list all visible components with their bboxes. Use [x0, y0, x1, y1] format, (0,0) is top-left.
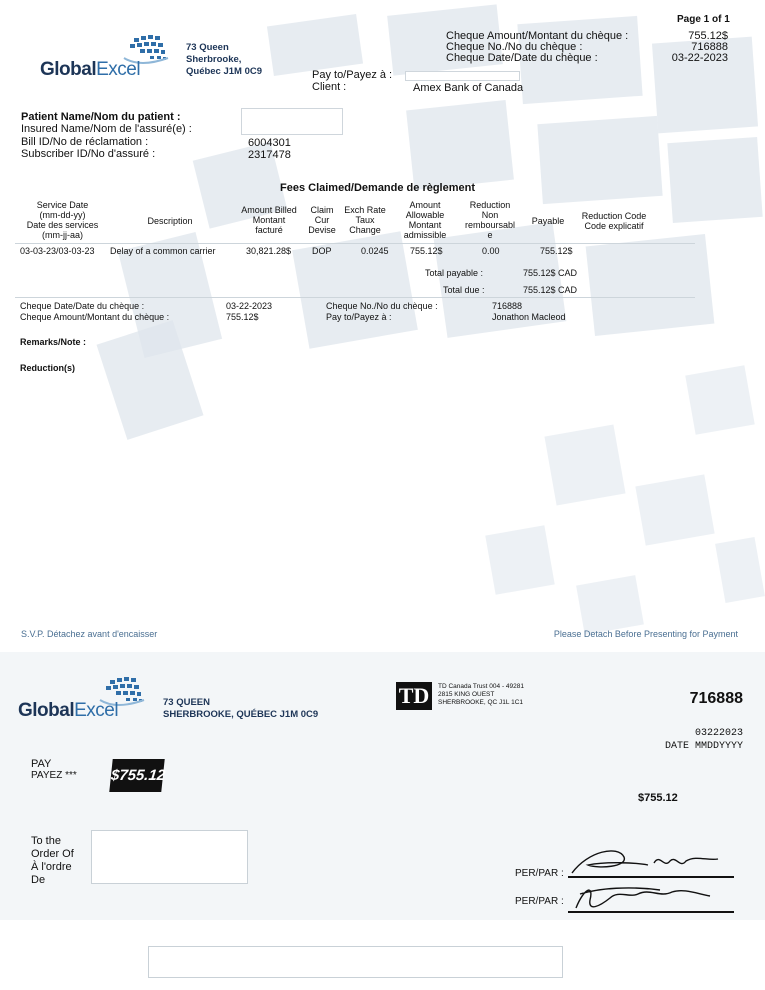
col-header-allowable: Amount Allowable Montant admissible — [403, 200, 447, 240]
per-par-label-1: PER/PAR : — [515, 868, 564, 879]
cheque-number: 716888 — [689, 690, 743, 707]
cheque-date-value: 03-22-2023 — [671, 52, 728, 64]
order-line: De — [31, 874, 46, 886]
row-description: Delay of a common carrier — [110, 246, 216, 256]
client-value: Amex Bank of Canada — [413, 82, 524, 94]
company-logo — [40, 32, 185, 82]
pay-to-redacted — [405, 71, 520, 81]
col-header-exch-rate: Exch Rate Taux Change — [344, 205, 386, 235]
col-header-reduction: Reduction Non remboursabl e — [464, 200, 516, 240]
signature-2 — [570, 878, 740, 914]
order-line: À l'ordre — [31, 861, 72, 873]
cheque — [0, 652, 765, 920]
total-payable-label: Total payable : — [425, 268, 484, 278]
address-line: Québec J1M 0C9 — [186, 66, 263, 77]
amount-stamp: $755.12 — [109, 759, 164, 792]
background-shape — [576, 575, 644, 635]
cheque-no-label: Cheque No./No du chèque : — [446, 41, 583, 53]
summary-cheque-amount: 755.12$ — [226, 312, 259, 322]
cheque-logo — [18, 674, 158, 722]
total-due-value: 755.12$ CAD — [523, 285, 578, 295]
address-line: Sherbrooke, — [186, 54, 242, 65]
bank-line: 2815 KING OUEST — [438, 691, 495, 698]
pay-label: PAY — [31, 758, 52, 770]
row-payable: 755.12$ — [540, 246, 573, 256]
logo-global-text: Global — [40, 59, 97, 80]
payee-redacted — [91, 830, 248, 884]
cheque-date-label: Cheque Date/Date du chèque : — [446, 52, 598, 64]
signature-line-2 — [568, 911, 734, 913]
cheque-amount-value: 755.12$ — [688, 30, 728, 42]
per-par-label-2: PER/PAR : — [515, 896, 564, 907]
row-amount-billed: 30,821.28$ — [246, 246, 292, 256]
col-header-payable: Payable — [531, 216, 565, 226]
col-header-description: Description — [147, 216, 193, 226]
company-address — [186, 42, 262, 78]
row-exch-rate: 0.0245 — [361, 246, 389, 256]
reductions-label: Reduction(s) — [20, 363, 75, 373]
row-reduction: 0.00 — [482, 246, 500, 256]
total-due-label: Total due : — [443, 285, 485, 295]
background-shape — [485, 525, 555, 595]
remarks-label: Remarks/Note : — [20, 337, 87, 347]
signature-1 — [568, 847, 738, 879]
logo-excel-text: Excel — [74, 700, 119, 721]
background-shape — [406, 100, 514, 190]
page-number: Page 1 of 1 — [677, 14, 730, 25]
total-payable-value: 755.12$ CAD — [523, 268, 578, 278]
payez-label: PAYEZ *** — [31, 770, 77, 781]
background-shape — [635, 474, 714, 545]
order-of-label — [31, 835, 74, 887]
background-shape — [267, 14, 363, 76]
summary-pay-to-label: Pay to/Payez à : — [326, 312, 392, 322]
row-currency: DOP — [312, 246, 332, 256]
row-allowable: 755.12$ — [410, 246, 443, 256]
bank-line: SHERBROOKE, QC J1L 1C1 — [438, 699, 524, 706]
summary-cheque-amount-label: Cheque Amount/Montant du chèque : — [20, 312, 170, 322]
insured-name-label: Insured Name/Nom de l'assuré(e) : — [21, 123, 192, 135]
table-divider — [15, 243, 695, 244]
cheque-date: 03222023 — [694, 728, 743, 739]
detach-note-en: Please Detach Before Presenting for Payment — [553, 629, 738, 639]
background-shape — [537, 116, 662, 204]
bank-line: TD Canada Trust 004 - 49281 — [438, 683, 524, 690]
background-shape — [715, 537, 765, 603]
row-service-date: 03-03-23/03-03-23 — [20, 246, 95, 256]
background-shape — [544, 424, 625, 505]
summary-cheque-no: 716888 — [492, 301, 523, 311]
summary-pay-to: Jonathon Macleod — [492, 312, 566, 322]
cheque-amount-label: Cheque Amount/Montant du chèque : — [446, 30, 629, 42]
background-shape — [667, 137, 762, 223]
summary-cheque-date: 03-22-2023 — [226, 301, 273, 311]
pay-to-label: Pay to/Payez à : — [312, 69, 393, 81]
bank-info — [438, 683, 524, 707]
address-line: SHERBROOKE, QUÉBEC J1M 0C9 — [163, 709, 319, 720]
bill-id-value: 6004301 — [248, 137, 291, 149]
background-shape — [586, 234, 715, 336]
patient-name-redacted — [241, 108, 343, 135]
col-header-currency: Claim Cur Devise — [308, 205, 336, 235]
col-header-reduction-code: Reduction Code Code explicatif — [581, 211, 647, 231]
micr-redacted — [148, 946, 563, 978]
background-shape — [292, 231, 418, 349]
logo-global-text: Global — [18, 700, 75, 721]
order-line: To the — [31, 835, 61, 847]
subscriber-id-label: Subscriber ID/No d'assuré : — [21, 148, 156, 160]
summary-divider — [15, 297, 695, 298]
col-header-service-date: Service Date (mm-dd-yy) Date des services (mm-jj-aa) — [26, 200, 99, 240]
td-logo: TD — [396, 682, 432, 710]
patient-name-label: Patient Name/Nom du patient : — [21, 111, 181, 123]
background-shape — [685, 365, 755, 435]
bill-id-label: Bill ID/No de réclamation : — [21, 136, 149, 148]
logo-excel-text: Excel — [96, 59, 141, 80]
summary-cheque-date-label: Cheque Date/Date du chèque : — [20, 301, 145, 311]
cheque-address — [163, 697, 318, 721]
detach-note-fr: S.V.P. Détachez avant d'encaisser — [21, 629, 158, 639]
col-header-amount-billed: Amount Billed Montant facturé — [241, 205, 297, 235]
client-label: Client : — [312, 81, 347, 93]
address-line: 73 QUEEN — [163, 697, 210, 708]
subscriber-id-value: 2317478 — [248, 149, 291, 161]
summary-cheque-no-label: Cheque No./No du chèque : — [326, 301, 438, 311]
fees-title: Fees Claimed/Demande de règlement — [280, 182, 476, 194]
cheque-amount: $755.12 — [638, 792, 678, 804]
cheque-no-value: 716888 — [691, 41, 728, 53]
order-line: Order Of — [31, 848, 74, 860]
address-line: 73 Queen — [186, 42, 229, 53]
cheque-date-format: DATE MMDDYYYY — [664, 741, 743, 752]
